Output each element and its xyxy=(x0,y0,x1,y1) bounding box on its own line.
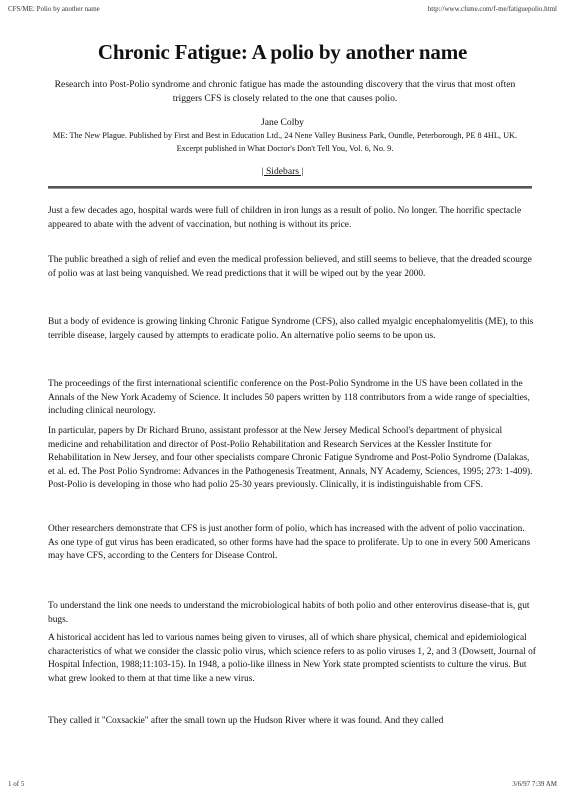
horizontal-rule xyxy=(48,186,532,189)
page-footer xyxy=(8,780,557,790)
print-timestamp: 3/6/97 7:39 AM xyxy=(512,780,557,788)
sidebars-nav xyxy=(0,166,565,177)
source-citation: ME: The New Plague. Published by First and Best in Education Ltd., 24 Nene Valley Business Park, Oundle, Peterborough, PE 8 4HL, UK. Excerpt published in What Doctor's Don't Tell You, Vol. 6, No. 9. xyxy=(52,131,518,153)
article-title: Chronic Fatigue: A polio by another name xyxy=(97,40,468,64)
body-paragraph-8: A historical accident has led to various names being given to viruses, all of which share physical, chemical and epidemiological characteristics of what we consider the classic polio virus, which science refers to as polio viruses 1, 2, and 3 (Dowsett, Journal of Hospital Infection, 1988;11:103-15). In 1948, a polio-like illness in New York state prompted scientists to culture the virus. But what grew looked to them at that time like a new virus. xyxy=(48,633,536,684)
body-paragraph-6: Other researchers demonstrate that CFS is just another form of polio, which has increased with the advent of polio vaccination. As one type of gut virus has been eradicated, so other forms have had the space to proliferate. Up to one in every 500 Americans may have CFS, according to the Centers for Disease Control. xyxy=(48,524,531,561)
body-paragraph-3: But a body of evidence is growing linking Chronic Fatigue Syndrome (CFS), also called myalgic encephalomyelitis (ME), to this terrible disease, largely caused by attempts to eradicate polio. An alternative polio seems to be upon us. xyxy=(48,317,534,341)
body-paragraph-1: Just a few decades ago, hospital wards were full of children in iron lungs as a result of polio. No longer. The horrific spectacle appeared to abate with the advent of vaccination, but nothing is without its price. xyxy=(48,206,522,230)
page-header xyxy=(8,5,557,15)
author-name: Jane Colby xyxy=(261,117,304,128)
body-paragraph-2: The public breathed a sigh of relief and even the medical profession believed, and still seems to believe, that the dreaded scourge of polio was at last being vanquished. We read predictions that it will be wiped out by the year 2000. xyxy=(48,255,532,279)
page-number: 1 of 5 xyxy=(8,780,25,788)
header-url: http://www.cfsme.com/f-me/fatiguepolio.html xyxy=(427,5,557,13)
body-paragraph-5: In particular, papers by Dr Richard Bruno, assistant professor at the New Jersey Medical School's department of physical medicine and rehabilitation and director of Post-Polio Rehabilitation and Research Services at the Kessler Institute for Rehabilitation in New Jersey, and four other specialists compare Chronic Fatigue Syndrome and Post-Polio Syndrome (Dalakas, et al. ed. The Post Polio Syndrome: Advances in the Pathogenesis Treatment, Annals, NY Academy, Sciences, 1995; 273: 1-409). Post-Polio is developing in those who had polio 25-30 years previously. Clinically, it is indistinguishable from CFS. xyxy=(48,426,533,490)
sidebars-link[interactable]: | Sidebars | xyxy=(261,166,304,177)
body-paragraph-7: To understand the link one needs to understand the microbiological habits of both polio and other enterovirus disease-that is, gut bugs. xyxy=(48,601,530,625)
article-subtitle: Research into Post-Polio syndrome and chronic fatigue has made the astounding discovery that the virus that most often triggers CFS is closely related to the one that causes polio. xyxy=(54,79,516,104)
header-page-title: CFS/ME: Polio by another name xyxy=(8,5,100,13)
body-paragraph-4: The proceedings of the first international scientific conference on the Post-Polio Syndrome in the US have been collated in the Annals of the New York Academy of Science. It includes 50 papers written by 118 contributors from a wide range of specialties, including clinical neurology. xyxy=(48,379,530,416)
body-paragraph-9: They called it "Coxsackie" after the small town up the Hudson River where it was found. And they called xyxy=(48,716,444,726)
